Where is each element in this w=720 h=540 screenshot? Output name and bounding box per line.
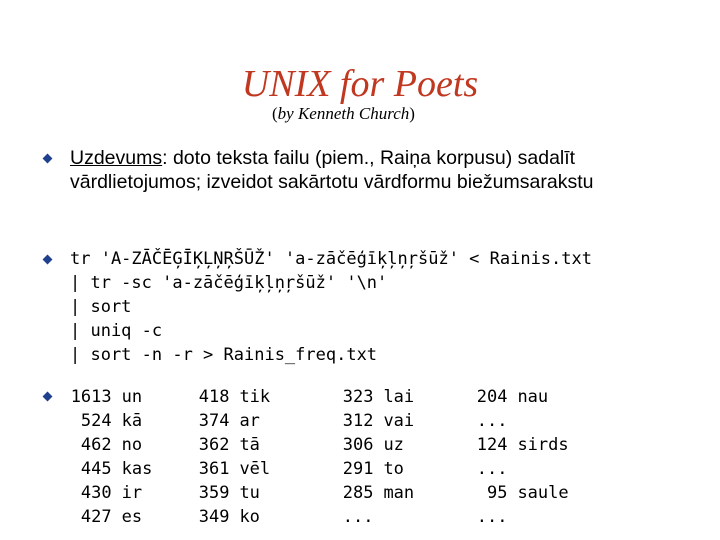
frequency-count: 418 [198, 387, 230, 407]
frequency-count: 323 [342, 387, 374, 407]
task-term: Uzdevums [70, 147, 163, 169]
frequency-column [198, 385, 270, 529]
frequency-row [198, 505, 270, 529]
word-form: no [121, 435, 143, 455]
command-line: | sort -n -r > Rainis_freq.txt [70, 345, 378, 365]
frequency-row [198, 433, 270, 457]
frequency-count: 349 [198, 507, 230, 527]
frequency-row [70, 457, 152, 481]
frequency-row [342, 481, 414, 505]
frequency-count: 462 [80, 435, 112, 455]
frequency-count: 1613 [70, 387, 112, 407]
frequency-row [342, 385, 414, 409]
word-form: saule [517, 483, 569, 503]
word-form: vai [383, 411, 415, 431]
word-form: man [383, 483, 415, 503]
frequency-count: 291 [342, 459, 374, 479]
diamond-bullet-icon [43, 154, 53, 164]
command-line: | tr -sc 'a-zāčēģīķļņŗšūž' '\n' [70, 273, 388, 293]
task-text: : doto teksta failu (piem., Raiņa korpusu) sadalīt vārdlietojumos; izveidot sakārtotu vārdformu biežumsarakstu [70, 147, 594, 193]
command-block [70, 247, 592, 367]
frequency-row [476, 409, 569, 433]
frequency-row [70, 481, 152, 505]
word-form: kā [121, 411, 143, 431]
diamond-bullet-icon [43, 392, 53, 402]
frequency-column [476, 385, 569, 529]
frequency-count: 524 [80, 411, 112, 431]
word-form: tu [239, 483, 260, 503]
frequency-row [476, 433, 569, 457]
frequency-row [476, 481, 569, 505]
frequency-count: 306 [342, 435, 374, 455]
frequency-row [70, 409, 152, 433]
frequency-row [70, 505, 152, 529]
frequency-row [198, 409, 270, 433]
word-form: ir [121, 483, 143, 503]
frequency-count: 427 [80, 507, 112, 527]
frequency-count: ... [342, 507, 374, 527]
frequency-row [70, 385, 152, 409]
task-description [70, 146, 670, 194]
frequency-row [476, 505, 569, 529]
frequency-count: 430 [80, 483, 112, 503]
word-form: vēl [239, 459, 271, 479]
frequency-row [342, 409, 414, 433]
subtitle-close-paren: ) [409, 104, 415, 123]
subtitle-open-paren: ( [272, 104, 278, 123]
subtitle-author: by Kenneth Church [277, 104, 410, 123]
slide-subtitle [272, 104, 415, 124]
frequency-row [342, 457, 414, 481]
word-form: to [383, 459, 404, 479]
word-form: sirds [517, 435, 569, 455]
word-form: kas [121, 459, 153, 479]
word-form: tā [239, 435, 260, 455]
frequency-row [198, 385, 270, 409]
diamond-bullet-icon [43, 255, 53, 265]
word-form: tik [239, 387, 271, 407]
word-form: es [121, 507, 143, 527]
frequency-row [342, 433, 414, 457]
frequency-count: ... [476, 507, 508, 527]
frequency-column [342, 385, 414, 529]
frequency-count: 361 [198, 459, 230, 479]
word-form: uz [383, 435, 404, 455]
word-form: ar [239, 411, 260, 431]
word-form: un [121, 387, 143, 407]
slide-title: UNIX for Poets [241, 63, 479, 105]
frequency-row [476, 457, 569, 481]
frequency-count: 124 [476, 435, 508, 455]
command-line: | uniq -c [70, 321, 163, 341]
frequency-count: 362 [198, 435, 230, 455]
frequency-count: 204 [476, 387, 508, 407]
command-line: | sort [70, 297, 132, 317]
frequency-count: 95 [486, 483, 508, 503]
frequency-row [198, 457, 270, 481]
command-line: tr 'A-ZĀČĒĢĪĶĻŅŖŠŪŽ' 'a-zāčēģīķļņŗšūž' < Rainis.txt [70, 249, 592, 269]
frequency-count: 312 [342, 411, 374, 431]
frequency-count: ... [476, 411, 508, 431]
frequency-row [198, 481, 270, 505]
frequency-count: 285 [342, 483, 374, 503]
frequency-count: ... [476, 459, 508, 479]
frequency-count: 374 [198, 411, 230, 431]
word-form: lai [383, 387, 415, 407]
frequency-count: 445 [80, 459, 112, 479]
frequency-count: 359 [198, 483, 230, 503]
frequency-row [70, 433, 152, 457]
frequency-row [476, 385, 569, 409]
word-form: nau [517, 387, 549, 407]
word-form: ko [239, 507, 260, 527]
frequency-column [70, 385, 152, 529]
frequency-row [342, 505, 414, 529]
